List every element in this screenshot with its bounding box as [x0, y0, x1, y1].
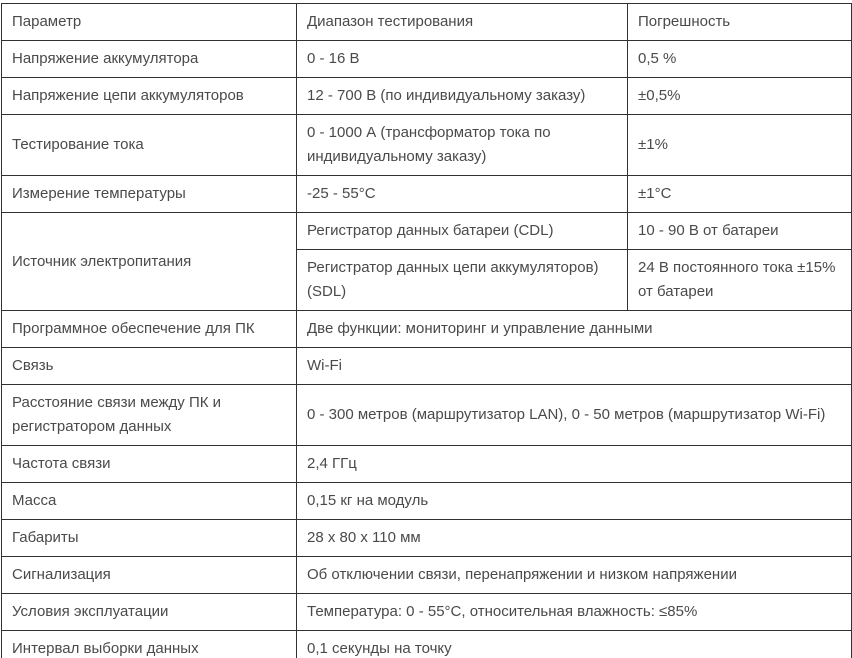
table-row [2, 483, 852, 520]
value-cell: 28 x 80 x 110 мм [297, 520, 852, 557]
value-cell: Регистратор данных цепи аккумуляторов) (SDL) [297, 250, 628, 311]
param-cell: Тестирование тока [2, 115, 297, 176]
param-cell: Габариты [2, 520, 297, 557]
table-row [2, 446, 852, 483]
value-cell: Об отключении связи, перенапряжении и низком напряжении [297, 557, 852, 594]
table-row [2, 594, 852, 631]
param-cell: Напряжение цепи аккумуляторов [2, 78, 297, 115]
column-header-cell: Погрешность [628, 4, 852, 41]
param-cell: Напряжение аккумулятора [2, 41, 297, 78]
value-cell: Две функции: мониторинг и управление данными [297, 311, 852, 348]
table-row [2, 115, 852, 176]
table-header-row [2, 4, 852, 41]
param-cell: Условия эксплуатации [2, 594, 297, 631]
column-header-cell: Параметр [2, 4, 297, 41]
param-cell: Интервал выборки данных [2, 631, 297, 658]
param-cell: Источник электропитания [2, 213, 297, 311]
value-cell: 0,15 кг на модуль [297, 483, 852, 520]
table-row [2, 213, 852, 250]
param-cell: Расстояние связи между ПК и регистратором данных [2, 385, 297, 446]
value-cell: 0 - 1000 А (трансформатор тока по индивидуальному заказу) [297, 115, 628, 176]
value-cell: -25 - 55°C [297, 176, 628, 213]
value-cell: Wi-Fi [297, 348, 852, 385]
table-row [2, 41, 852, 78]
value-cell: 0 - 300 метров (маршрутизатор LAN), 0 - 50 метров (маршрутизатор Wi-Fi) [297, 385, 852, 446]
value-cell: 10 - 90 В от батареи [628, 213, 852, 250]
value-cell: 0,5 % [628, 41, 852, 78]
table-row [2, 557, 852, 594]
param-cell: Частота связи [2, 446, 297, 483]
table-row [2, 78, 852, 115]
value-cell: 0 - 16 В [297, 41, 628, 78]
value-cell: Регистратор данных батареи (CDL) [297, 213, 628, 250]
spec-table-body [2, 4, 852, 658]
param-cell: Измерение температуры [2, 176, 297, 213]
table-row [2, 348, 852, 385]
value-cell: 24 В постоянного тока ±15% от батареи [628, 250, 852, 311]
column-header-cell: Диапазон тестирования [297, 4, 628, 41]
table-row [2, 311, 852, 348]
value-cell: ±1°C [628, 176, 852, 213]
value-cell: 0,1 секунды на точку [297, 631, 852, 658]
value-cell: Температура: 0 - 55°C, относительная влажность: ≤85% [297, 594, 852, 631]
param-cell: Сигнализация [2, 557, 297, 594]
table-row [2, 631, 852, 658]
param-cell: Программное обеспечение для ПК [2, 311, 297, 348]
value-cell: 2,4 ГГц [297, 446, 852, 483]
param-cell: Масса [2, 483, 297, 520]
value-cell: 12 - 700 В (по индивидуальному заказу) [297, 78, 628, 115]
table-row [2, 520, 852, 557]
table-row [2, 385, 852, 446]
spec-table [1, 3, 852, 658]
param-cell: Связь [2, 348, 297, 385]
value-cell: ±0,5% [628, 78, 852, 115]
value-cell: ±1% [628, 115, 852, 176]
table-row [2, 176, 852, 213]
